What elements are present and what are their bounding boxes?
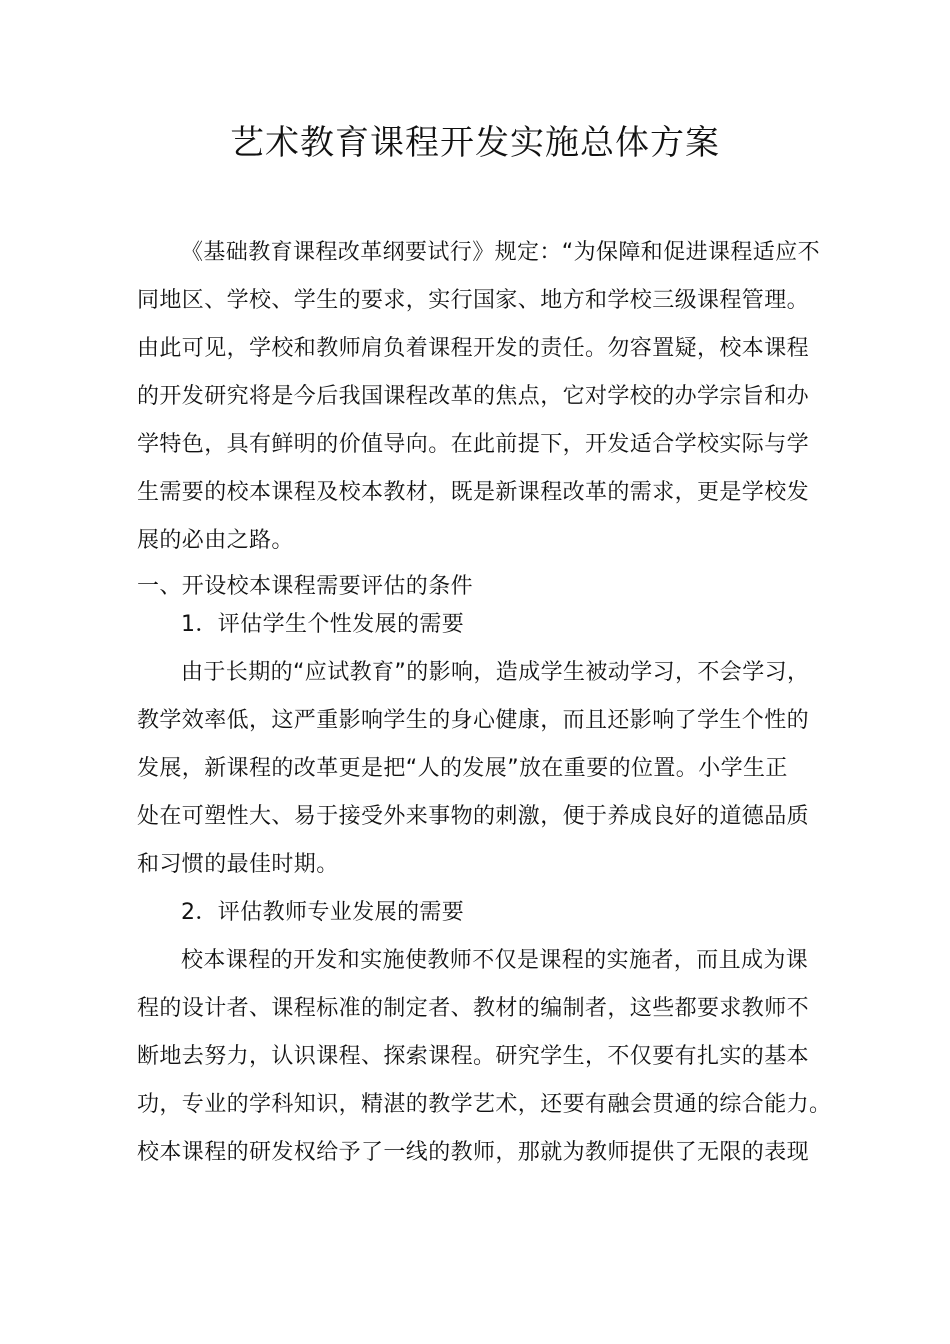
- intro-line: 的开发研究将是今后我国课程改革的焦点，它对学校的办学宗旨和办: [137, 384, 810, 409]
- paragraph-line: 处在可塑性大、易于接受外来事物的刺激，便于养成良好的道德品质: [137, 804, 810, 829]
- subsection-heading: 1．评估学生个性发展的需要: [181, 612, 465, 637]
- intro-line: 《基础教育课程改革纲要试行》规定：“为保障和促进课程适应不: [181, 240, 820, 265]
- paragraph-line: 由于长期的“应试教育”的影响，造成学生被动学习，不会学习，: [181, 660, 810, 685]
- section-heading: 一、开设校本课程需要评估的条件: [137, 574, 474, 599]
- paragraph-line: 教学效率低，这严重影响学生的身心健康，而且还影响了学生个性的: [137, 708, 810, 733]
- intro-line: 由此可见，学校和教师肩负着课程开发的责任。勿容置疑，校本课程: [137, 336, 810, 361]
- paragraph-line: 校本课程的研发权给予了一线的教师，那就为教师提供了无限的表现: [137, 1140, 810, 1165]
- paragraph-line: 校本课程的开发和实施使教师不仅是课程的实施者，而且成为课: [181, 948, 809, 973]
- paragraph-line: 断地去努力，认识课程、探索课程。研究学生，不仅要有扎实的基本: [137, 1044, 810, 1069]
- subsection-heading: 2．评估教师专业发展的需要: [181, 900, 465, 925]
- intro-line: 展的必由之路。: [137, 528, 294, 553]
- paragraph-line: 发展，新课程的改革更是把“人的发展”放在重要的位置。小学生正: [137, 756, 788, 781]
- paragraph-line: 和习惯的最佳时期。: [137, 852, 339, 877]
- paragraph-line: 功，专业的学科知识，精湛的教学艺术，还要有融会贯通的综合能力。: [137, 1092, 832, 1117]
- document-title: 艺术教育课程开发实施总体方案: [230, 123, 720, 163]
- intro-line: 同地区、学校、学生的要求，实行国家、地方和学校三级课程管理。: [137, 288, 810, 313]
- paragraph-line: 程的设计者、课程标准的制定者、教材的编制者，这些都要求教师不: [137, 996, 810, 1021]
- intro-line: 生需要的校本课程及校本教材，既是新课程改革的需求，更是学校发: [137, 480, 810, 505]
- intro-line: 学特色，具有鲜明的价值导向。在此前提下，开发适合学校实际与学: [137, 432, 810, 457]
